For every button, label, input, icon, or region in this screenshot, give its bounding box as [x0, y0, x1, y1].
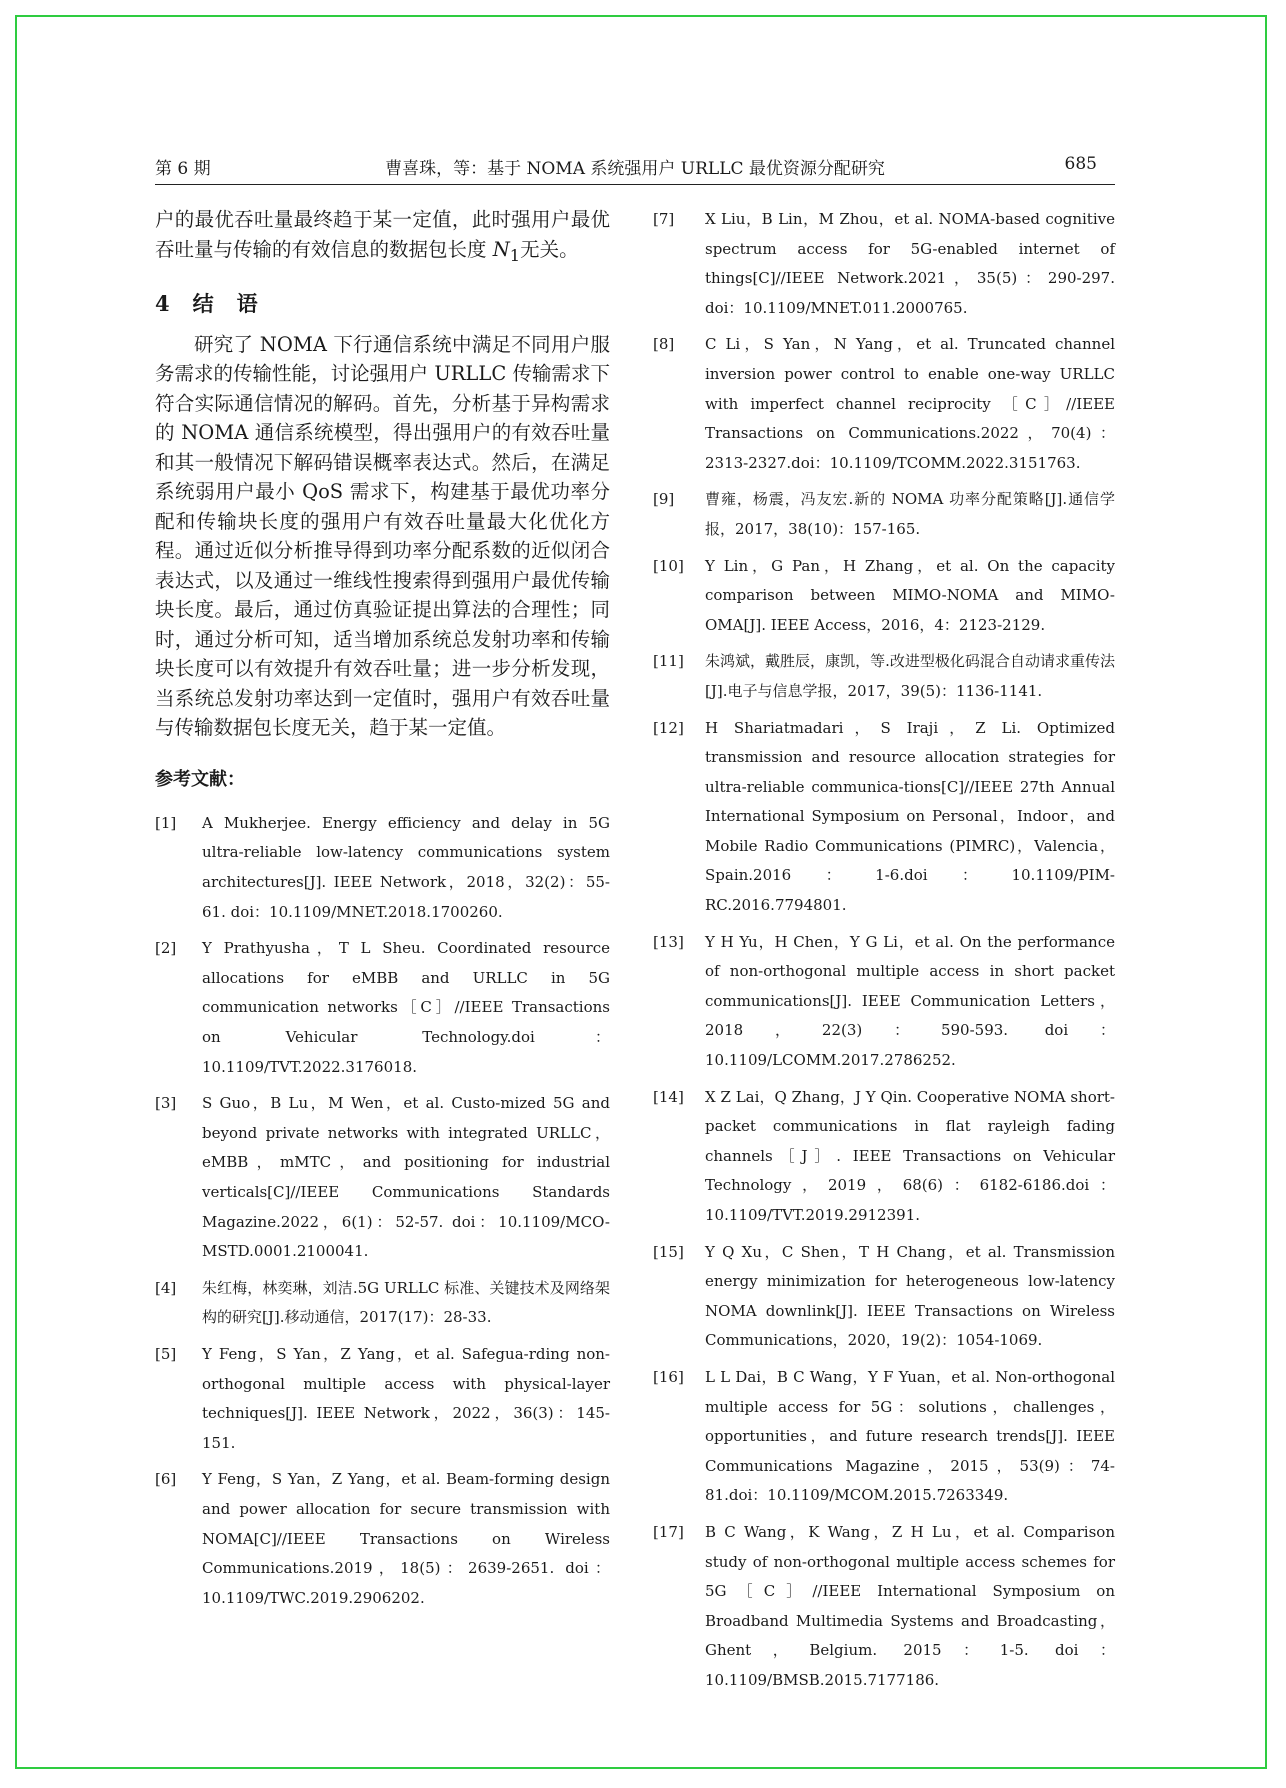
reference-number: [10]	[653, 556, 684, 575]
running-header	[155, 152, 1115, 185]
reference-text: 曹雍，杨震，冯友宏.新的 NOMA 功率分配策略[J].通信学报，2017，38(10)：157-165.	[705, 490, 1115, 538]
section-title: 结 语	[192, 290, 259, 316]
reference-number: [3]	[155, 1094, 177, 1113]
reference-text: 朱鸿斌，戴胜辰，康凯，等.改进型极化码混合自动请求重传法[J].电子与信息学报，2017，39(5)：1136-1141.	[705, 652, 1115, 700]
reference-item	[653, 1238, 1115, 1356]
reference-text: Y Feng，S Yan，Z Yang，et al. Safegua-rding non-orthogonal multiple access with physical-layer techniques[J]. IEEE Network，2022，36(3)：145-151.	[202, 1344, 610, 1452]
reference-text: X Z Lai，Q Zhang，J Y Qin. Cooperative NOMA short-packet communications in flat rayleigh fading channels［J］. IEEE Transactions on Vehicular Technology，2019，68(6)：6182-6186.doi：10.1109/TVT.2019.2912391.	[705, 1087, 1115, 1224]
left-column	[155, 205, 610, 1620]
reference-number: [11]	[653, 652, 684, 671]
reference-text: H Shariatmadari，S Iraji，Z Li. Optimized transmission and resource allocation strategies for ultra-reliable communica-tions[C]//IEEE 27th Annual International Symposium on Personal，Indoor，and Mobile Radio Communications (PIMRC)，Valencia，Spain.2016：1-6.doi：10.1109/PIM-RC.2016.7794801.	[705, 718, 1115, 915]
reference-number: [1]	[155, 813, 177, 832]
reference-item	[653, 552, 1115, 641]
reference-item	[653, 1083, 1115, 1231]
right-column	[653, 205, 1115, 1703]
reference-number: [12]	[653, 718, 684, 737]
reference-text: Y Prathyusha，T L Sheu. Coordinated resource allocations for eMBB and URLLC in 5G communication networks［C］//IEEE Transactions on Vehicular Technology.doi：10.1109/TVT.2022.3176018.	[202, 939, 610, 1076]
reference-item	[155, 1465, 610, 1613]
reference-number: [8]	[653, 335, 675, 354]
reference-number: [15]	[653, 1242, 684, 1261]
reference-number: [9]	[653, 490, 675, 509]
reference-text: Y Lin，G Pan，H Zhang，et al. On the capacity comparison between MIMO-NOMA and MIMO-OMA[J]. IEEE Access，2016，4：2123-2129.	[705, 556, 1115, 634]
issue-number: 第 6 期	[155, 159, 211, 179]
reference-number: [13]	[653, 932, 684, 951]
reference-number: [17]	[653, 1522, 684, 1541]
variable-subscript: 1	[509, 245, 521, 265]
reference-item	[155, 1340, 610, 1458]
reference-number: [4]	[155, 1278, 177, 1297]
intro-paragraph: 户的最优吞吐量最终趋于某一定值，此时强用户最优吞吐量与传输的有效信息的数据包长度 $N_1$无关。	[155, 208, 610, 265]
reference-item	[653, 714, 1115, 921]
reference-item	[155, 809, 610, 927]
variable-n: N	[492, 237, 510, 261]
reference-number: [16]	[653, 1367, 684, 1386]
reference-item	[155, 1274, 610, 1333]
reference-number: [6]	[155, 1470, 177, 1489]
reference-item	[653, 647, 1115, 706]
reference-item	[653, 1518, 1115, 1696]
reference-text: B C Wang，K Wang，Z H Lu，et al. Comparison study of non-orthogonal multiple access schemes for 5G［C］//IEEE International Symposium on Broadband Multimedia Systems and Broadcasting，Ghent，Belgium. 2015：1-5. doi：10.1109/BMSB.2015.7177186.	[705, 1522, 1115, 1689]
reference-item	[653, 485, 1115, 544]
reference-item	[653, 330, 1115, 478]
reference-item	[653, 205, 1115, 323]
reference-text: 朱红梅，林奕琳，刘洁.5G URLLC 标准、关键技术及网络架构的研究[J].移动通信，2017(17)：28-33.	[202, 1278, 610, 1327]
references-heading: 参考文献：	[155, 768, 245, 790]
reference-text: C Li，S Yan，N Yang，et al. Truncated channel inversion power control to enable one-way URLLC with imperfect channel reciprocity ［C］//IEEE Transactions on Communications.2022，70(4)：2313-2327.doi：10.1109/TCOMM.2022.3151763.	[705, 335, 1115, 472]
reference-list-right	[653, 205, 1115, 1696]
section-number: 4	[155, 290, 171, 316]
reference-text: X Liu，B Lin，M Zhou，et al. NOMA-based cognitive spectrum access for 5G-enabled internet of things[C]//IEEE Network.2021，35(5)：290-297. doi：10.1109/MNET.011.2000765.	[705, 210, 1115, 317]
reference-text: Y Feng，S Yan，Z Yang，et al. Beam-forming design and power allocation for secure transmission with NOMA[C]//IEEE Transactions on Wireless Communications.2019，18(5)：2639-2651. doi：10.1109/TWC.2019.2906202.	[202, 1470, 610, 1607]
page-number: 685	[1064, 154, 1097, 174]
reference-item	[155, 1089, 610, 1267]
reference-number: [14]	[653, 1087, 684, 1106]
reference-number: [2]	[155, 939, 177, 958]
reference-text: Y Q Xu，C Shen，T H Chang，et al. Transmission energy minimization for heterogeneous low-latency NOMA downlink[J]. IEEE Transactions on Wireless Communications，2020，19(2)：1054-1069.	[705, 1242, 1115, 1350]
reference-item	[653, 1363, 1115, 1511]
reference-number: [7]	[653, 210, 675, 228]
reference-text: S Guo，B Lu，M Wen，et al. Custo-mized 5G and beyond private networks with integrated URLLC，eMBB，mMTC，and positioning for industrial verticals[C]//IEEE Communications Standards Magazine.2022，6(1)：52-57. doi：10.1109/MCO-MSTD.0001.2100041.	[202, 1094, 610, 1261]
reference-number: [5]	[155, 1344, 177, 1363]
running-title: 曹喜珠，等：基于 NOMA 系统强用户 URLLC 最优资源分配研究	[385, 159, 885, 179]
reference-item	[653, 928, 1115, 1076]
reference-text: A Mukherjee. Energy efficiency and delay in 5G ultra-reliable low-latency communications system architectures[J]. IEEE Network，2018，32(2)：55-61. doi：10.1109/MNET.2018.1700260.	[202, 813, 610, 921]
reference-text: Y H Yu，H Chen，Y G Li，et al. On the performance of non-orthogonal multiple access in short packet communications[J]. IEEE Communication Letters，2018，22(3)：590-593. doi：10.1109/LCOMM.2017.2786252.	[705, 932, 1115, 1070]
reference-text: L L Dai，B C Wang，Y F Yuan，et al. Non-orthogonal multiple access for 5G：solutions，challenges，opportunities，and future research trends[J]. IEEE Communications Magazine，2015，53(9)：74-81.doi：10.1109/MCOM.2015.7263349.	[705, 1367, 1115, 1505]
reference-list-left	[155, 809, 610, 1613]
conclusion-paragraph: 研究了 NOMA 下行通信系统中满足不同用户服务需求的传输性能，讨论强用户 URLLC 传输需求下符合实际通信情况的解码。首先，分析基于异构需求的 NOMA 通信系统模型，得出强用户的有效吞吐量和其一般情况下解码错误概率表达式。然后，在满足系统弱用户最小 QoS 需求下，构建基于最优功率分配和传输块长度的强用户有效吞吐量最大化优化方程。通过近似分析推导得到功率分配系数的近似闭合表达式，以及通过一维线性搜索得到强用户最优传输块长度。最后，通过仿真验证提出算法的合理性；同时，通过分析可知，适当增加系统总发射功率和传输块长度可以有效提升有效吞吐量；进一步分析发现，当系统总发射功率达到一定值时，强用户有效吞吐量与传输数据包长度无关，趋于某一定值。	[155, 332, 610, 740]
reference-item	[155, 934, 610, 1082]
section-heading	[155, 288, 610, 318]
